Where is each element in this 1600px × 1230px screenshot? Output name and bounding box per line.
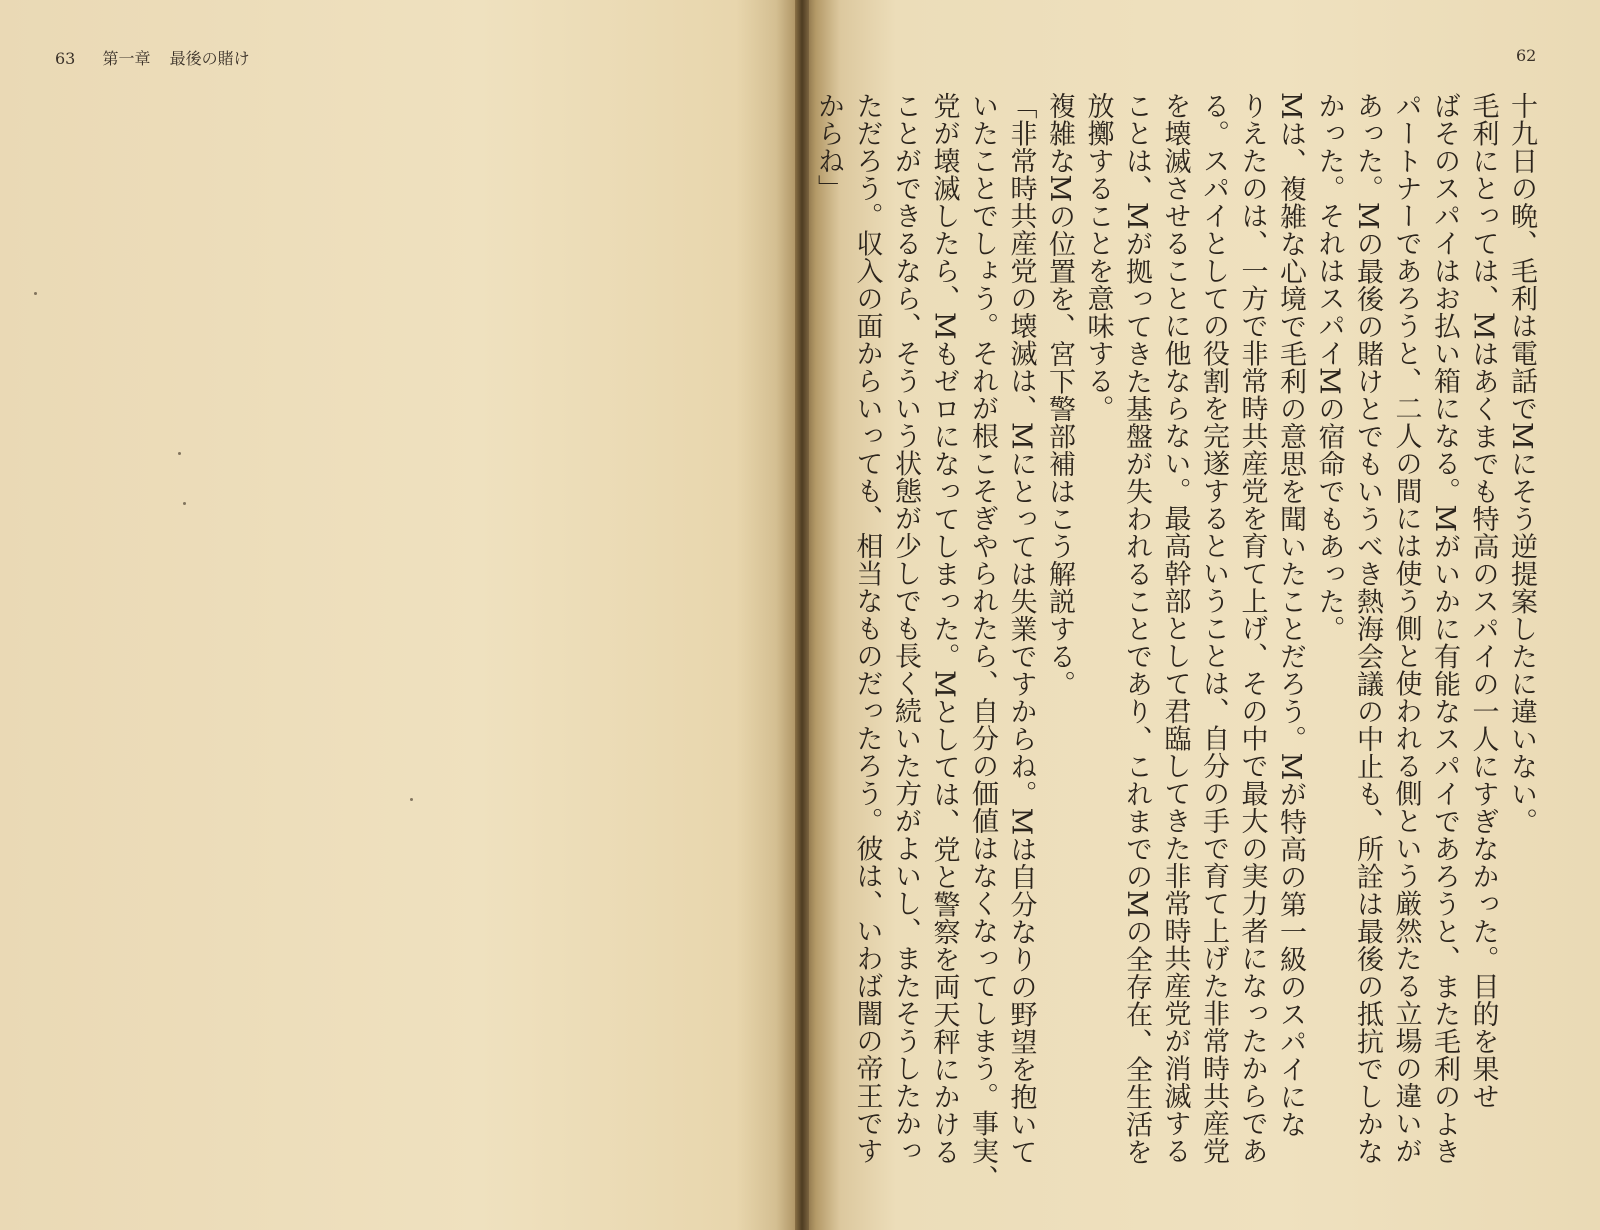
text-line: あった。Mの最後の賭けとでもいうべき熱海会議の中止も、所詮は最後の抵抗でしかな [1352, 92, 1383, 1166]
text-line: りえたのは、一方で非常時共産党を育て上げ、その中で最大の実力者になったからであ [1236, 92, 1268, 1165]
text-line: る。スパイとしての役割を完遂するということは、自分の手で育て上げた非常時共産党 [1198, 92, 1229, 1165]
text-line: ことは、Mが拠ってきた基盤が失われることであり、これまでのMの全存在、全生活を [1121, 92, 1152, 1166]
text-line: からね」 [813, 92, 844, 202]
text-line: 党が壊滅したら、Mもゼロになってしまった。Mとしては、党と警察を両天秤にかける [928, 92, 960, 1166]
left-page-header [55, 46, 250, 69]
text-line: ただろう。収入の面からいっても、相当なものだったろう。彼は、いわば闇の帝王です [851, 92, 883, 1165]
left-page-number: 63 [55, 49, 76, 68]
text-line: いたことでしょう。それが根こそぎやられたら、自分の価値はなくなってしまう。事実、 [967, 92, 998, 1192]
text-line: ばそのスパイはお払い箱になる。Mがいかに有能なスパイであろうと、また毛利のよき [1429, 92, 1460, 1166]
paper-speck [34, 292, 37, 295]
text-line: 十九日の晩、毛利は電話でMにそう逆提案したに違いない。 [1506, 92, 1537, 836]
chapter-label: 第一章 [102, 49, 151, 68]
text-line: Mは、複雑な心境で毛利の意思を聞いたことだろう。Mが特高の第一級のスパイにな [1275, 92, 1306, 1139]
right-page-body [809, 92, 1541, 1202]
right-page-number: 62 [1516, 46, 1537, 65]
text-line: 複雑なMの位置を、宮下警部補はこう解説する。 [1044, 92, 1075, 698]
paper-speck [178, 452, 181, 455]
paper-speck [183, 502, 186, 505]
book-gutter [795, 0, 809, 1230]
chapter-title: 最後の賭け [169, 49, 250, 68]
text-line: 「非常時共産党の壊滅は、Mにとっては失業ですからね。Mは自分なりの野望を抱いて [1005, 92, 1037, 1166]
text-line: を壊滅させることに他ならない。最高幹部として君臨してきた非常時共産党が消滅する [1159, 92, 1191, 1165]
text-line: ことができるなら、そういう状態が少しでも長く続いた方がよいし、またそうしたかっ [890, 92, 921, 1165]
paper-speck [410, 798, 413, 801]
text-line: パートナーであろうと、二人の間には使う側と使われる側という厳然たる立場の違いが [1390, 92, 1422, 1165]
text-line: かった。それはスパイMの宿命でもあった。 [1313, 92, 1345, 643]
text-line: 放擲することを意味する。 [1082, 92, 1114, 422]
text-line: 毛利にとっては、Mはあくまでも特高のスパイの一人にすぎなかった。目的を果せ [1467, 92, 1499, 1111]
